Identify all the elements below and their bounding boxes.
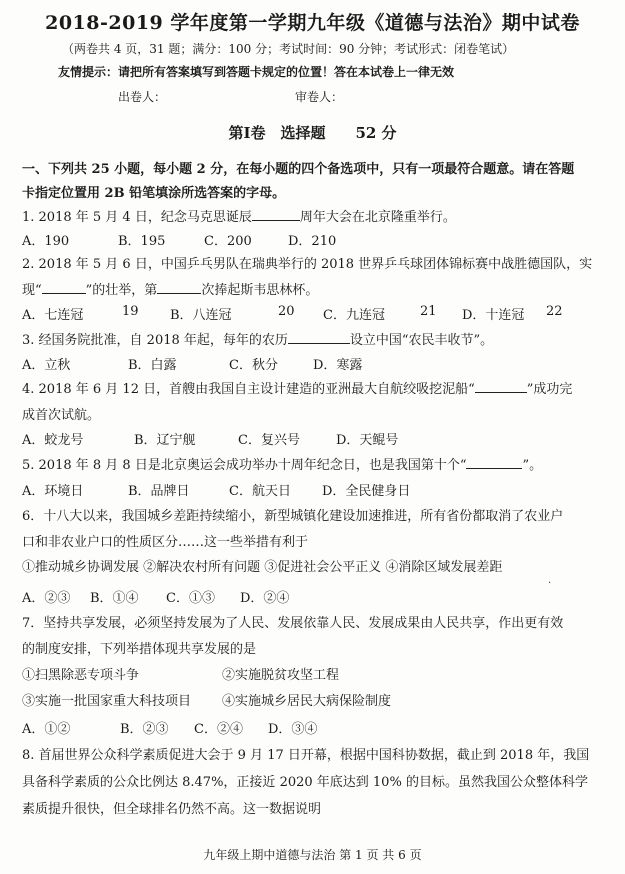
part-instruction-2: 卡指定位置用 2B 铅笔填涂所选答案的字母。 <box>22 186 286 201</box>
reviewer-label: 审卷人： <box>295 90 344 104</box>
q3-option-c: C．秋分 <box>229 358 278 373</box>
q2-option-d: D．十连冠 <box>462 308 525 323</box>
part-instruction-1: 一、下列共 25 小题，每小题 2 分，在每小题的四个备选项中，只有一项最符合题意。请在答题 <box>22 162 575 177</box>
q2-option-a: A．七连冠 <box>22 308 84 323</box>
q6-option-a: A．②③ <box>22 591 71 606</box>
q1-option-d: D．210 <box>288 234 337 249</box>
q4-text-a: 4. 2018 年 6 月 12 日，首艘由我国自主设计建造的亚洲最大自航绞吸挖泥船“ <box>22 382 475 397</box>
q7-stem-1: 7．坚持共享发展，必须坚持发展为了人民、发展依靠人民、发展成果由人民共享，作出更有效 <box>22 616 564 631</box>
q6-stem-1: 6．十八大以来，我国城乡差距持续缩小，新型城镇化建设加速推进，所有省份都取消了农业户 <box>22 509 564 524</box>
q4-option-a: A．蛟龙号 <box>22 433 84 448</box>
q7-item-3: ③实施一批国家重大科技项目 <box>22 694 192 709</box>
q8-stem-1: 8. 首届世界公众科学素质促进大会于 9 月 17 日开幕，根据中国科协数据，截止到 2018 年，我国 <box>22 748 590 763</box>
q2-text-a: 现“ <box>22 283 42 298</box>
q4-blank <box>475 380 527 393</box>
q5-option-d: D．全民健身日 <box>322 484 411 499</box>
q2-stem-1: 2. 2018 年 5 月 6 日，中国乒乓男队在瑞典举行的 2018 世界乒乓球团体锦标赛中战胜德国队，实 <box>22 257 593 272</box>
q2-stem-2 <box>22 279 318 298</box>
q7-option-c: C．②④ <box>194 722 243 737</box>
q3-blank <box>288 331 350 344</box>
q3-stem <box>22 329 493 348</box>
q7-option-d: D．③④ <box>268 722 318 737</box>
q1-option-c: C．200 <box>204 234 252 249</box>
q1-text-a: 1. 2018 年 5 月 4 日，纪念马克思诞辰 <box>22 210 252 225</box>
q7-item-1: ①扫黑除恶专项斗争 <box>22 668 140 683</box>
q5-option-a: A．环境日 <box>22 484 84 499</box>
q7-option-b: B．②③ <box>120 722 169 737</box>
q4-stem-2: 成首次试航。 <box>22 408 101 423</box>
q6-option-b: B．①④ <box>90 591 139 606</box>
exam-title: 2018-2019 学年度第一学期九年级《道德与法治》期中试卷 <box>45 12 580 34</box>
scan-speck: · <box>548 578 552 589</box>
q2-blank-1 <box>42 281 86 294</box>
q3-text-b: 设立中国“农民丰收节”。 <box>349 333 494 348</box>
q3-option-d: D．寒露 <box>313 358 363 373</box>
q1-blank <box>252 208 300 221</box>
q4-option-b: B．辽宁舰 <box>134 433 196 448</box>
q6-stem-2: 口和非农业户口的性质区分……这一些举措有利于 <box>22 535 309 550</box>
q3-option-a: A．立秋 <box>22 358 71 373</box>
q2-option-d-count: 22 <box>546 304 563 319</box>
q1-option-a: A．190 <box>22 234 70 249</box>
q2-option-c: C．九连冠 <box>323 308 385 323</box>
notice-text: 友情提示：请把所有答案填写到答题卡规定的位置！答在本试卷上一律无效 <box>58 65 455 79</box>
q7-stem-2: 的制度安排，下列举措体现共享发展的是 <box>22 642 257 657</box>
q5-option-b: B．品牌日 <box>128 484 190 499</box>
q4-option-d: D．天鲲号 <box>336 433 399 448</box>
q7-option-a: A．①② <box>22 722 71 737</box>
q3-option-b: B．白露 <box>128 358 177 373</box>
q5-stem <box>22 454 542 473</box>
q6-option-c: C．①③ <box>166 591 215 606</box>
page-footer: 九年级上期中道德与法治 第 1 页 共 6 页 <box>203 848 422 862</box>
q4-stem-1 <box>22 378 572 397</box>
q1-text-b: 周年大会在北京隆重举行。 <box>299 210 456 225</box>
q2-option-c-count: 21 <box>420 304 437 319</box>
q5-blank <box>466 456 522 469</box>
q7-item-2: ②实施脱贫攻坚工程 <box>222 668 340 683</box>
section-title: 第Ⅰ卷 选择题 52 分 <box>228 124 397 142</box>
q2-blank-2 <box>157 281 201 294</box>
exam-info: （两卷共 4 页，31 题；满分：100 分；考试时间：90 分钟；考试形式：闭卷笔试） <box>62 42 515 56</box>
q8-stem-2: 具备科学素质的公众比例达 8.47%，正接近 2020 年底达到 10% 的目标。虽然我国公众整体科学 <box>22 775 588 790</box>
q1-stem <box>22 206 456 225</box>
q1-option-b: B．195 <box>118 234 166 249</box>
q2-option-a-count: 19 <box>122 304 139 319</box>
q6-items: ①推动城乡协调发展 ②解决农村所有问题 ③促进社会公平正义 ④消除区域发展差距 <box>22 560 503 575</box>
q4-text-b: ”成功完 <box>526 382 573 397</box>
q5-text-b: ”。 <box>522 458 543 473</box>
author-label: 出卷人： <box>118 90 167 104</box>
q2-text-c: 次捧起斯韦思林杯。 <box>201 283 319 298</box>
q6-option-d: D．②④ <box>240 591 290 606</box>
q7-item-4: ④实施城乡居民大病保险制度 <box>222 694 392 709</box>
q2-option-b: B．八连冠 <box>170 308 232 323</box>
q5-option-c: C．航天日 <box>229 484 291 499</box>
q2-option-b-count: 20 <box>278 304 295 319</box>
q5-text-a: 5. 2018 年 8 月 8 日是北京奥运会成功举办十周年纪念日，也是我国第十个“ <box>22 458 467 473</box>
q8-stem-3: 素质提升很快，但全球排名仍然不高。这一数据说明 <box>22 802 322 817</box>
q2-text-b: ”的壮举，第 <box>85 283 158 298</box>
q3-text-a: 3. 经国务院批准，自 2018 年起，每年的农历 <box>22 333 288 348</box>
q4-option-c: C．复兴号 <box>238 433 300 448</box>
